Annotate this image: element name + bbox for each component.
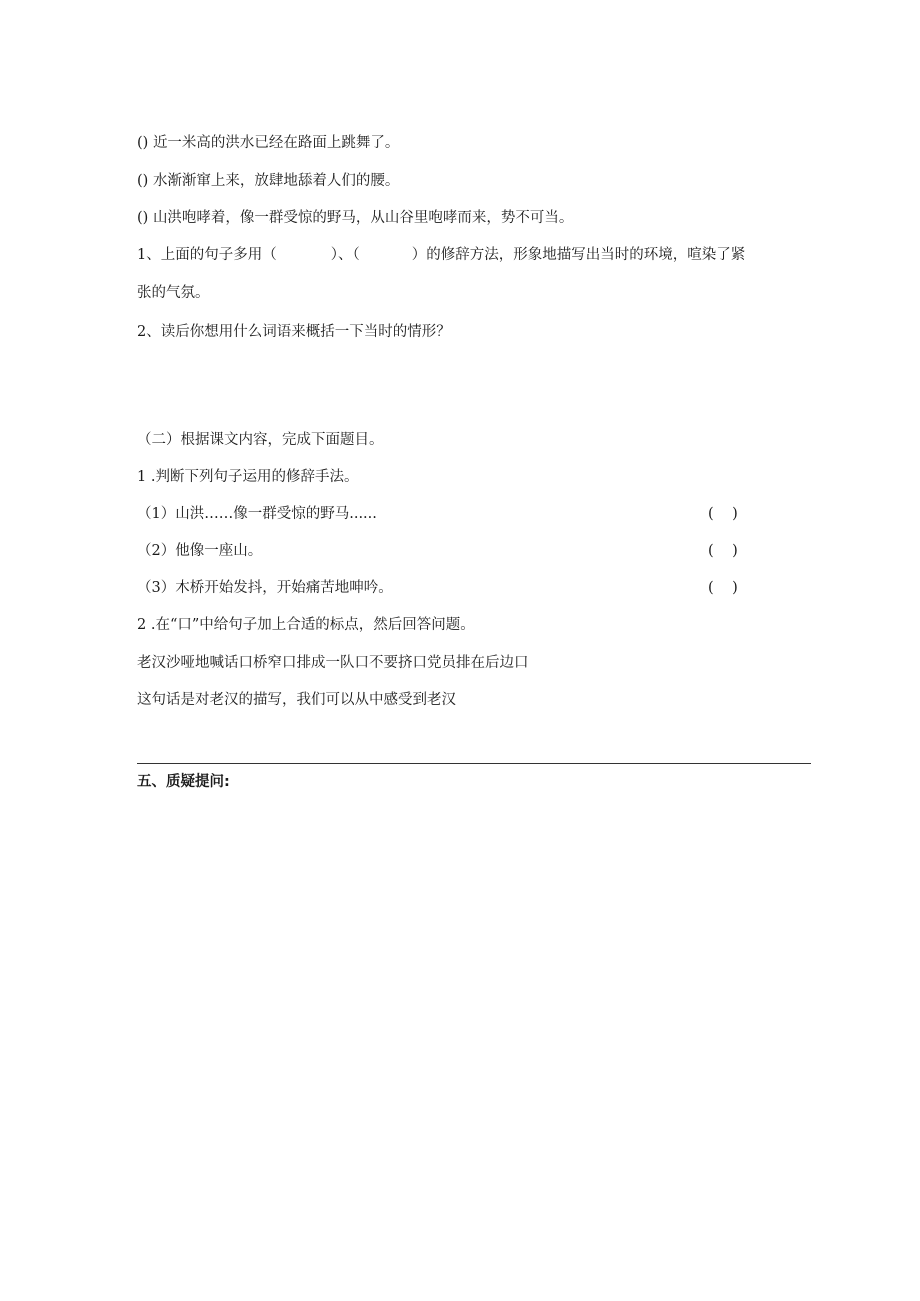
sentence-2-paren: () bbox=[137, 173, 149, 189]
task-2: 2 .在“口”中给句子加上合适的标点，然后回答问题。 bbox=[137, 617, 475, 633]
sentence-2 bbox=[137, 171, 399, 191]
question-2: 2、读后你想用什么词语来概括一下当时的情形？ bbox=[137, 324, 451, 340]
sentence-2-text: 水渐渐窜上来，放肆地舔着人们的腰。 bbox=[152, 173, 400, 189]
analysis-prompt: 这句话是对老汉的描写，我们可以从中感受到老汉 bbox=[137, 692, 456, 708]
rhetoric-item-1: （1）山洪……像一群受惊的野马...... bbox=[137, 506, 377, 522]
sentence-3-text: 山洪咆哮着，像一群受惊的野马，从山谷里咆哮而来，势不可当。 bbox=[152, 210, 574, 226]
rhetoric-answer-1[interactable]: ( ) bbox=[708, 506, 738, 522]
sentence-1-paren: () bbox=[137, 135, 149, 151]
sentence-3-paren: () bbox=[137, 210, 149, 226]
section-5-heading: 五、质疑提问: bbox=[137, 774, 230, 790]
question-1-suffix: ）的修辞方法，形象地描写出当时的环境，喧染了紧 bbox=[411, 247, 746, 263]
question-1 bbox=[137, 245, 745, 265]
sentence-1-text: 近一米高的洪水已经在路面上跳舞了。 bbox=[152, 135, 400, 151]
question-1-middle: ）、（ bbox=[330, 247, 360, 263]
punctuation-passage: 老汉沙哑地喊话口桥窄口排成一队口不要挤口党员排在后边口 bbox=[137, 655, 529, 671]
sentence-1 bbox=[137, 133, 399, 153]
rhetoric-item-3: （3）木桥开始发抖，开始痛苦地呻吟。 bbox=[137, 580, 393, 596]
rhetoric-answer-3[interactable]: ( ) bbox=[708, 580, 738, 596]
rhetoric-answer-2[interactable]: ( ) bbox=[708, 543, 738, 559]
section-divider bbox=[137, 763, 811, 764]
sentence-3 bbox=[137, 208, 573, 228]
question-1-prefix: 1、上面的句子多用（ bbox=[137, 247, 277, 263]
section-2-title: （二）根据课文内容，完成下面题目。 bbox=[137, 432, 384, 448]
task-1: 1 .判断下列句子运用的修辞手法。 bbox=[137, 469, 359, 485]
rhetoric-item-2: （2）他像一座山。 bbox=[137, 543, 263, 559]
question-1-continuation: 张的气氛。 bbox=[137, 285, 210, 301]
